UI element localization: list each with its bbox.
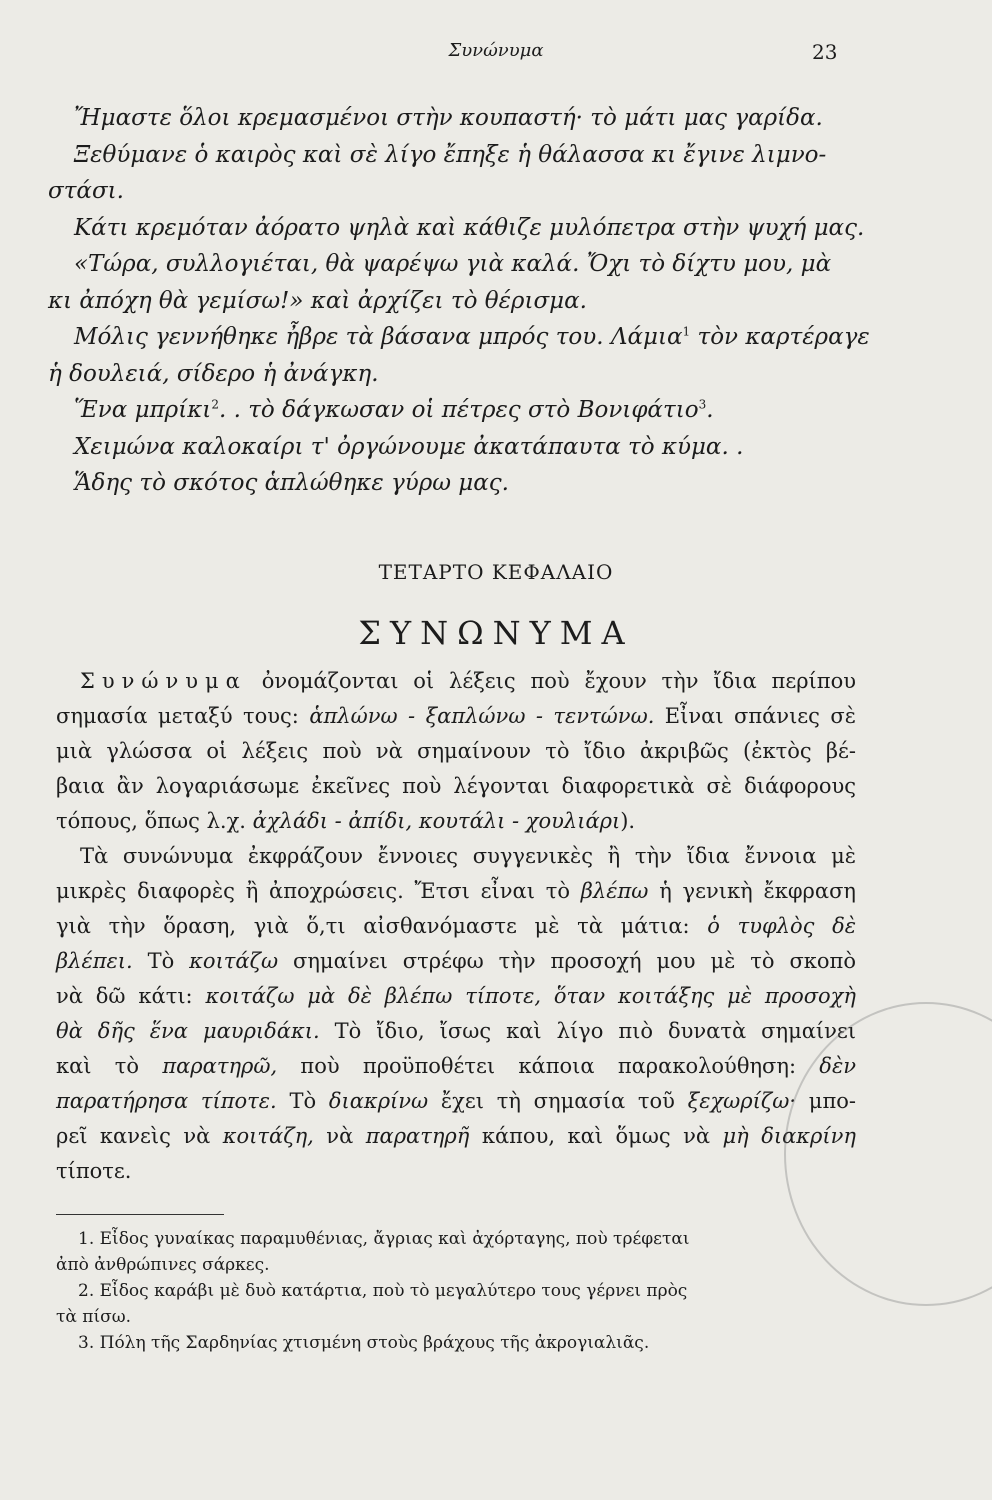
text-line: τίποτε. [56, 1159, 132, 1183]
text-span: ποὺ προϋποθέτει κάποια παρακολούθηση: [277, 1054, 820, 1078]
text-span: μικρὲς διαφορὲς ἢ ἀποχρώσεις. Ἔτσι εἶναι τὸ [56, 879, 581, 903]
text-span: καὶ τὸ [56, 1054, 163, 1078]
italic-span: βλέπει. [56, 949, 133, 973]
text-line [56, 979, 856, 1014]
italic-span: δὲν [819, 1054, 856, 1078]
text-line [56, 1119, 856, 1154]
passage-line [48, 319, 878, 356]
passage-line: Ἅδης τὸ σκότος ἁπλώθηκε γύρω μας. [74, 470, 509, 496]
text-line: μιὰ γλώσσα οἱ λέξεις ποὺ νὰ σημαίνουν τὸ ἴδιο ἀκριβῶς (ἐκτὸς βέ- [56, 739, 856, 763]
italic-span: παρατήρησα τίποτε. [56, 1089, 277, 1113]
text-span: Εἶναι σπάνιες σὲ [654, 704, 856, 728]
footnote-continuation: ἀπὸ ἀνθρώπινες σάρκες. [56, 1255, 270, 1275]
quoted-passage [48, 100, 878, 502]
footnote-continuation: τὰ πίσω. [56, 1307, 131, 1327]
footnote: 1. Εἶδος γυναίκας παραμυθένιας, ἄγριας καὶ ἀχόρταγης, ποὺ τρέφεται [78, 1229, 690, 1249]
text-line [56, 909, 856, 944]
italic-span: κοιτάζω μὰ δὲ βλέπω τίποτε, ὅταν κοιτάξης μὲ προσοχὴ [205, 984, 856, 1008]
text-span: . . τὸ δάγκωσαν οἱ πέτρες στὸ Βονιφάτιο [218, 397, 699, 423]
passage-line: Ἤμαστε ὅλοι κρεμασμένοι στὴν κουπαστή· τὸ μάτι μας γαρίδα. [74, 105, 823, 131]
footnote-ref: 1 [682, 324, 691, 339]
body-text [56, 664, 856, 1189]
italic-span: κοιτάζω [189, 949, 279, 973]
text-span: . [706, 397, 714, 423]
text-span: νὰ δῶ κάτι: [56, 984, 206, 1008]
text-span: Τὸ [132, 949, 190, 973]
text-span: Ἕνα μπρίκι [74, 397, 212, 423]
text-line [56, 1049, 856, 1084]
term-emphasis: Συνώνυμα [80, 669, 247, 693]
text-line [56, 1084, 856, 1119]
footnote: 3. Πόλη τῆς Σαρδηνίας χτισμένη στοὺς βράχους τῆς ἀκρογιαλιᾶς. [78, 1333, 650, 1353]
italic-span: ξεχωρίζω· [687, 1089, 797, 1113]
italic-span: ἀχλάδι - ἀπίδι, κουτάλι - χουλιάρι [252, 809, 621, 833]
passage-line: Χειμώνα καλοκαίρι τ' ὀργώνουμε ἀκατάπαυτα τὸ κύμα. . [74, 433, 744, 460]
italic-span: ἁπλώνω - ξαπλώνω - τεντώνω. [309, 704, 655, 728]
italic-span: βλέπω [580, 879, 649, 903]
text-span: κάπου, καὶ ὅμως νὰ [469, 1124, 723, 1148]
footnote-divider [56, 1214, 224, 1215]
passage-line: ἡ δουλειά, σίδερο ἡ ἀνάγκη. [48, 360, 379, 387]
chapter-label: ΤΕΤΑΡΤΟ ΚΕΦΑΛΑΙΟ [378, 560, 614, 584]
italic-span: παρατηρῆ [365, 1124, 470, 1148]
text-span: Τὸ [276, 1089, 329, 1113]
text-span: νὰ [313, 1124, 366, 1148]
text-line [56, 699, 856, 734]
text-span: Μόλις γεννήθηκε ἦβρε τὰ βάσανα μπρός του. Λάμια [74, 324, 683, 350]
footnotes [56, 1226, 856, 1356]
text-span: ἔχει τὴ σημασία τοῦ [428, 1089, 688, 1113]
text-line [56, 664, 856, 699]
italic-span: μὴ διακρίνη [722, 1124, 856, 1148]
footnote-ref: 2 [211, 397, 219, 412]
text-span: σημασία μεταξύ τους: [56, 704, 310, 728]
italic-span: διακρίνω [328, 1089, 429, 1113]
passage-line: «Τώρα, συλλογιέται, θὰ ψαρέψω γιὰ καλά. Ὄχι τὸ δίχτυ μου, μὰ [74, 251, 832, 277]
text-line [56, 1014, 856, 1049]
chapter-title: ΣΥΝΩΝΥΜΑ [358, 614, 634, 652]
text-line [56, 944, 856, 979]
text-line: βαια ἂν λογαριάσωμε ἐκεῖνες ποὺ λέγονται διαφορετικὰ σὲ διάφορους [56, 774, 856, 798]
passage-line: Κάτι κρεμόταν ἀόρατο ψηλὰ καὶ κάθιζε μυλόπετρα στὴν ψυχή μας. [74, 214, 865, 241]
text-span: Τὸ ἴδιο, ἴσως καὶ λίγο πιὸ δυνατὰ σημαίνει [319, 1019, 857, 1043]
text-line: Τὰ συνώνυμα ἐκφράζουν ἔννοιες συγγενικὲς ἢ τὴν ἴδια ἔννοια μὲ [80, 844, 856, 868]
passage-line: κι ἀπόχη θὰ γεμίσω!» καὶ ἀρχίζει τὸ θέρισμα. [48, 287, 587, 314]
text-span: τόπους, ὅπως λ.χ. [56, 809, 253, 833]
text-span: γιὰ τὴν ὅραση, γιὰ ὅ,τι αἰσθανόμαστε μὲ τὰ μάτια: [56, 914, 708, 938]
running-header: Συνώνυμα [448, 40, 544, 61]
text-span: σημαίνει στρέφω τὴν προσοχή μου μὲ τὸ σκοπὸ [278, 949, 856, 973]
passage-line [48, 392, 878, 429]
text-span: μπο- [796, 1089, 856, 1113]
page-number: 23 [812, 40, 838, 64]
italic-span: παρατηρῶ, [162, 1054, 278, 1078]
italic-span: ὁ τυφλὸς δὲ [707, 914, 856, 938]
passage-line: Ξεθύμανε ὁ καιρὸς καὶ σὲ λίγο ἔπηξε ἡ θάλασσα κι ἔγινε λιμνο- [74, 141, 827, 168]
italic-span: θὰ δῆς ἕνα μαυριδάκι. [56, 1019, 320, 1043]
passage-line: στάσι. [48, 178, 124, 204]
text-span: τὸν καρτέραγε [690, 324, 870, 350]
text-span: ). [620, 809, 636, 833]
text-span: ὀνομάζονται οἱ λέξεις ποὺ ἔχουν τὴν ἴδια περίπου [246, 669, 856, 693]
footnote: 2. Εἶδος καράβι μὲ δυὸ κατάρτια, ποὺ τὸ μεγαλύτερο τους γέρνει πρὸς [78, 1281, 688, 1301]
italic-span: κοιτάζη, [222, 1124, 314, 1148]
text-line [56, 804, 856, 839]
text-span: ρεῖ κανεὶς νὰ [56, 1124, 223, 1148]
text-line [56, 874, 856, 909]
footnote-ref: 3 [698, 397, 707, 412]
text-span: ἡ γενικὴ ἔκφραση [648, 879, 856, 903]
